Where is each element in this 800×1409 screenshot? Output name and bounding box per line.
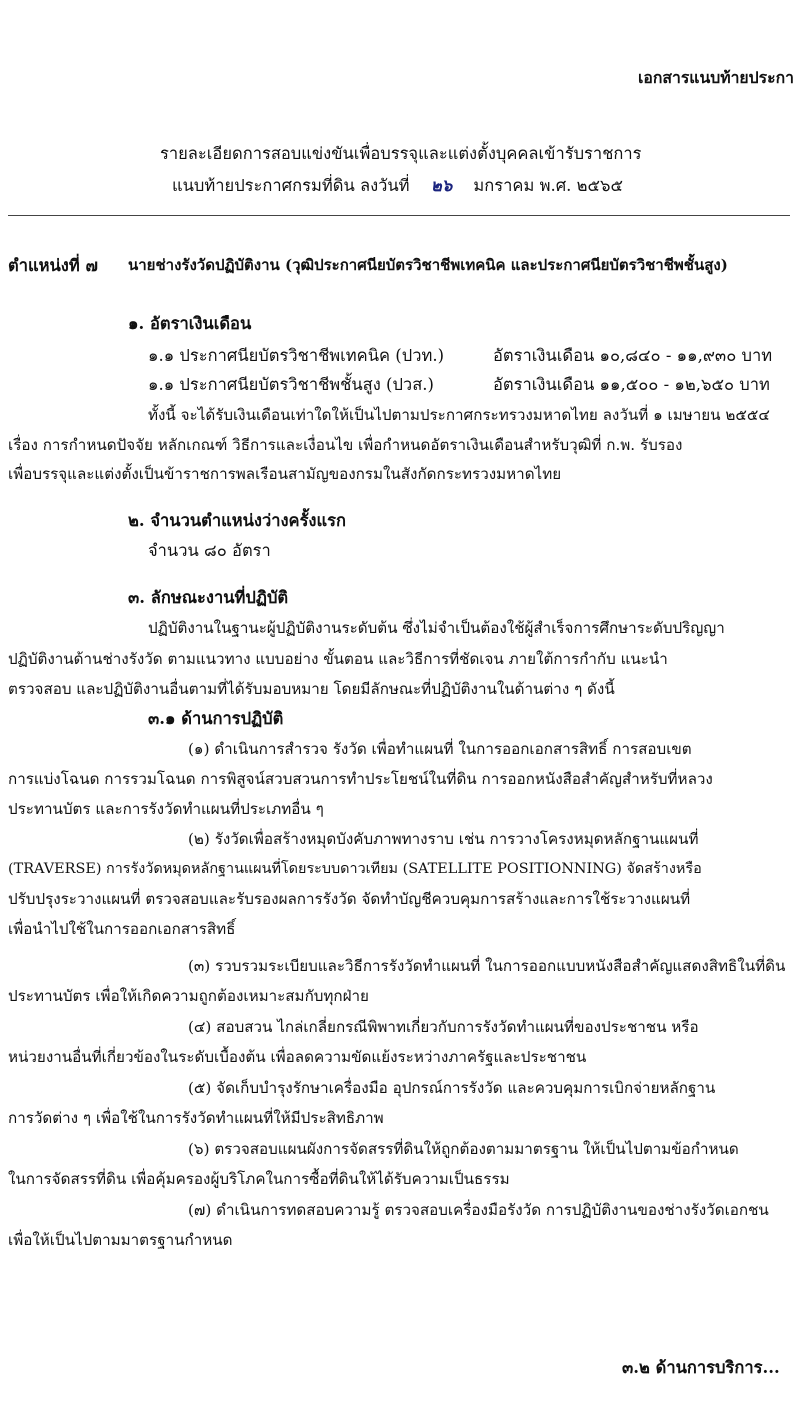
item-2-line-4: เพื่อนำไปใช้ในการออกเอกสารสิทธิ์ xyxy=(8,920,236,938)
title-line-2 xyxy=(172,178,623,195)
vacancy-heading: ๒. จำนวนตำแหน่งว่างครั้งแรก xyxy=(128,511,346,530)
salary-1-rate: อัตราเงินเดือน ๑๐,๘๔๐ - ๑๑,๙๓๐ บาท xyxy=(493,346,773,365)
salary-para-line-3: เพื่อบรรจุและแต่งตั้งเป็นข้าราชการพลเรือนสามัญของกรมในสังกัดกระทรวงมหาดไทย xyxy=(8,465,562,483)
continued-note: ๓.๒ ด้านการบริการ... xyxy=(622,1358,780,1377)
item-3-line-1: (๓) รวบรวมระเบียบและวิธีการรังวัดทำแผนที่ ในการออกแบบหนังสือสำคัญแสดงสิทธิในที่ดิน xyxy=(188,957,786,975)
title-line-2-end: มกราคม พ.ศ. ๒๕๖๕ xyxy=(473,176,623,195)
title-line-1: รายละเอียดการสอบแข่งขันเพื่อบรรจุและแต่งตั้งบุคคลเข้ารับราชการ xyxy=(160,144,642,163)
item-4-line-1: (๔) สอบสวน ไกล่เกลี่ยกรณีพิพาทเกี่ยวกับการรังวัดทำแผนที่ของประชาชน หรือ xyxy=(188,1018,699,1036)
item-7-line-1: (๗) ดำเนินการทดสอบความรู้ ตรวจสอบเครื่องมือรังวัด การปฏิบัติงานของช่างรังวัดเอกชน xyxy=(188,1201,769,1219)
item-2-line-3: ปรับปรุงระวางแผนที่ ตรวจสอบและรับรองผลการรังวัด จัดทำบัญชีควบคุมการสร้างและการใช้ระวางแผนที่ xyxy=(8,890,691,908)
item-1-line-1: (๑) ดำเนินการสำรวจ รังวัด เพื่อทำแผนที่ ในการออกเอกสารสิทธิ์ การสอบเขต xyxy=(188,740,692,758)
position-title: นายช่างรังวัดปฏิบัติงาน (วุฒิประกาศนียบัตรวิชาชีพเทคนิค และประกาศนียบัตรวิชาชีพชั้นสูง) xyxy=(128,256,728,274)
duties-para-line-1: ปฏิบัติงานในฐานะผู้ปฏิบัติงานระดับต้น ซึ่งไม่จำเป็นต้องใช้ผู้สำเร็จการศึกษาระดับปริญญา xyxy=(148,619,725,637)
item-7-line-2: เพื่อให้เป็นไปตามมาตรฐานกำหนด xyxy=(8,1231,233,1249)
item-3-line-2: ประทานบัตร เพื่อให้เกิดความถูกต้องเหมาะสมกับทุกฝ่าย xyxy=(8,987,369,1005)
item-6-line-1: (๖) ตรวจสอบแผนผังการจัดสรรที่ดินให้ถูกต้องตามมาตรฐาน ให้เป็นไปตามข้อกำหนด xyxy=(188,1140,739,1158)
divider xyxy=(8,215,790,216)
vacancy-count: จำนวน ๘๐ อัตรา xyxy=(148,541,271,560)
salary-heading: ๑. อัตราเงินเดือน xyxy=(128,314,252,333)
duties-para-line-3: ตรวจสอบ และปฏิบัติงานอื่นตามที่ได้รับมอบหมาย โดยมีลักษณะที่ปฏิบัติงานในด้านต่าง ๆ ดังนี้ xyxy=(8,680,615,698)
duties-para-line-2: ปฏิบัติงานด้านช่างรังวัด ตามแนวทาง แบบอย่าง ขั้นตอน และวิธีการที่ชัดเจน ภายใต้การกำกับ แนะนำ xyxy=(8,650,668,668)
item-2-line-1: (๒) รังวัดเพื่อสร้างหมุดบังคับภาพทางราบ เช่น การวางโครงหมุดหลักฐานแผนที่ xyxy=(188,830,699,848)
item-1-line-3: ประทานบัตร และการรังวัดทำแผนที่ประเภทอื่น ๆ xyxy=(8,800,324,818)
salary-2-label: ๑.๑ ประกาศนียบัตรวิชาชีพชั้นสูง (ปวส.) xyxy=(148,375,434,394)
item-1-line-2: การแบ่งโฉนด การรวมโฉนด การพิสูจน์สวบสวนการทำประโยชน์ในที่ดิน การออกหนังสือสำคัญสำหรับที่หลวง xyxy=(8,770,713,788)
item-5-line-1: (๕) จัดเก็บบำรุงรักษาเครื่องมือ อุปกรณ์การรังวัด และควบคุมการเบิกจ่ายหลักฐาน xyxy=(188,1079,716,1097)
salary-para-line-2: เรื่อง การกำหนดปัจจัย หลักเกณฑ์ วิธีการและเงื่อนไข เพื่อกำหนดอัตราเงินเดือนสำหรับวุฒิที่ ก.พ. รับรอง xyxy=(8,436,683,454)
position-label: ตำแหน่งที่ ๗ xyxy=(8,256,98,275)
salary-1-label: ๑.๑ ประกาศนียบัตรวิชาชีพเทคนิค (ปวท.) xyxy=(148,346,445,365)
operations-heading: ๓.๑ ด้านการปฏิบัติ xyxy=(148,709,284,728)
item-5-line-2: การวัดต่าง ๆ เพื่อใช้ในการรังวัดทำแผนที่ให้มีประสิทธิภาพ xyxy=(8,1109,384,1127)
header-right: เอกสารแนบท้ายประกา xyxy=(638,68,794,87)
item-4-line-2: หน่วยงานอื่นที่เกี่ยวข้องในระดับเบื้องต้น เพื่อลดความขัดแย้งระหว่างภาครัฐและประชาชน xyxy=(8,1048,587,1066)
item-2-line-2: (TRAVERSE) การรังวัดหมุดหลักฐานแผนที่โดยระบบดาวเทียม (SATELLITE POSITIONNING) จัดสร้างหรือ xyxy=(8,861,702,877)
item-6-line-2: ในการจัดสรรที่ดิน เพื่อคุ้มครองผู้บริโภคในการซื้อที่ดินให้ได้รับความเป็นธรรม xyxy=(8,1170,510,1188)
handwritten-day: ๒๖ xyxy=(430,176,453,195)
salary-para-line-1: ทั้งนี้ จะได้รับเงินเดือนเท่าใดให้เป็นไปตามประกาศกระทรวงมหาดไทย ลงวันที่ ๑ เมษายน ๒๕๕๔ xyxy=(148,406,770,424)
title-line-2-start: แนบท้ายประกาศกรมที่ดิน ลงวันที่ xyxy=(172,176,410,195)
duties-heading: ๓. ลักษณะงานที่ปฏิบัติ xyxy=(128,588,289,607)
salary-2-rate: อัตราเงินเดือน ๑๑,๕๐๐ - ๑๒,๖๕๐ บาท xyxy=(493,375,770,394)
